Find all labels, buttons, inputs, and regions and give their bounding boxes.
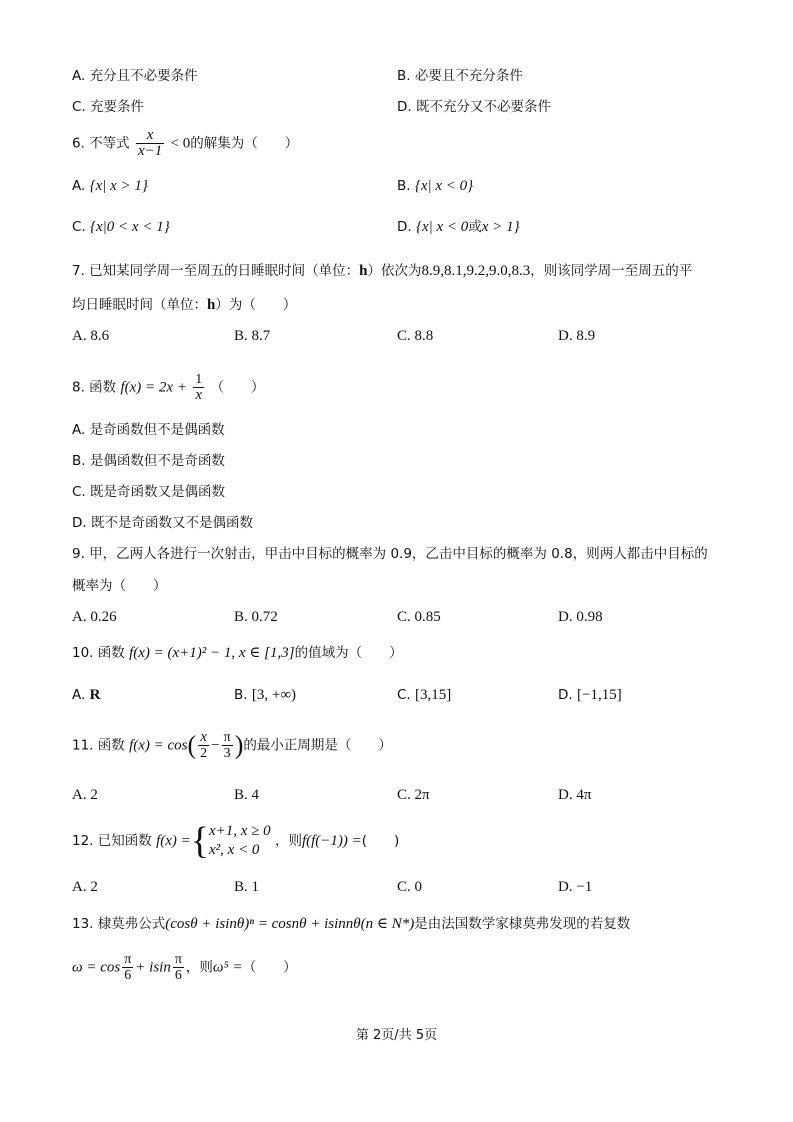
q8-option-c: C. 既是奇函数又是偶函数 xyxy=(72,484,226,500)
q6-fraction: $\frac{x}{x-1}$ xyxy=(137,127,163,159)
q5-option-d: D. 既不充分又不必要条件 xyxy=(397,99,551,115)
q11-option-c: C. 2π xyxy=(397,787,430,803)
q9-stem-line1: 9. 甲，乙两人各进行一次射击，甲击中目标的概率为 0.9，乙击中目标的概率为 0.8，则两人都击中目标的 xyxy=(72,546,708,562)
q9-option-c: C. 0.85 xyxy=(397,609,441,625)
q11-option-a: A. 2 xyxy=(72,787,98,803)
q13-stem-line1: 13. 棣莫弗公式(cosθ + isinθ)ⁿ = cosnθ + isinnθ(n ∈ N*)是由法国数学家棣莫弗发现的若复数 xyxy=(72,916,631,932)
q5-option-c: C. 充要条件 xyxy=(72,99,145,115)
q9-option-b: B. 0.72 xyxy=(234,609,278,625)
q7-option-a: A. 8.6 xyxy=(72,328,110,344)
q6-option-d: D. {x| x < 0或x > 1} xyxy=(397,219,520,235)
q12-option-d: D. −1 xyxy=(558,879,593,895)
q11-stem: 11. 函数 f(x) = cos( $\frac{x}{2}$ − $\frac{\pi}{3}$ )的最小正周期是（ ） xyxy=(72,729,392,761)
q9-option-d: D. 0.98 xyxy=(558,609,603,625)
q5-option-a: A. 充分且不必要条件 xyxy=(72,68,198,84)
q6-number: 6. 不等式 xyxy=(72,135,130,152)
q12-option-c: C. 0 xyxy=(397,879,423,895)
q7-stem-line2: 均日睡眠时间（单位：h）为（ ） xyxy=(72,297,297,313)
q8-option-d: D. 既不是奇函数又不是偶函数 xyxy=(72,515,253,531)
q6-stem: 6. 不等式 $\frac{x}{x-1}$ < 0的解集为（ ） xyxy=(72,127,299,159)
q7-option-b: B. 8.7 xyxy=(234,328,271,344)
q11-option-d: D. 4π xyxy=(558,787,592,803)
q8-fraction: $\frac{1}{x}$ xyxy=(195,372,203,403)
q11-option-b: B. 4 xyxy=(234,787,260,803)
q9-stem-line2: 概率为（ ） xyxy=(72,578,167,594)
q8-option-b: B. 是偶函数但不是奇函数 xyxy=(72,453,225,469)
q12-stem: 12. 已知函数 f(x) ={ x+1, x ≥ 0 x², x < 0 ，则f(f(−1)) =( ) xyxy=(72,820,400,862)
page-footer: 第 2页/共 5页 xyxy=(355,1028,438,1043)
q7-stem-line1: 7. 已知某同学周一至周五的日睡眠时间（单位：h）依次为8.9,8.1,9.2,9.0,8.3，则该同学周一至周五的平 xyxy=(72,263,693,279)
q9-option-a: A. 0.26 xyxy=(72,609,117,625)
q12-option-b: B. 1 xyxy=(234,879,260,895)
q6-option-c: C. {x|0 < x < 1} xyxy=(72,219,170,235)
q10-option-b: B. [3, +∞) xyxy=(234,687,297,703)
q10-option-d: D. [−1,15] xyxy=(558,687,622,703)
q7-option-c: C. 8.8 xyxy=(397,328,434,344)
q5-option-b: B. 必要且不充分条件 xyxy=(397,68,523,84)
q8-option-a: A. 是奇函数但不是偶函数 xyxy=(72,422,225,438)
q7-option-d: D. 8.9 xyxy=(558,328,596,344)
q10-option-c: C. [3,15] xyxy=(397,687,452,703)
q6-option-b: B. {x| x < 0} xyxy=(397,178,474,194)
q8-stem: 8. 函数 f(x) = 2x + $\frac{1}{x}$ （ ） xyxy=(72,372,265,403)
q13-stem-line2: ω = cos $\frac{\pi}{6}$ + isin $\frac{\pi}{6}$ ，则ω⁵ =（ ） xyxy=(72,952,297,983)
piecewise-brace: { xyxy=(190,820,209,862)
q10-stem: 10. 函数 f(x) = (x+1)² − 1, x ∈ [1,3]的值域为（ ） xyxy=(72,645,403,661)
q6-option-a: A. {x| x > 1} xyxy=(72,178,148,194)
q12-option-a: A. 2 xyxy=(72,879,98,895)
q10-option-a: A. R xyxy=(72,687,101,703)
